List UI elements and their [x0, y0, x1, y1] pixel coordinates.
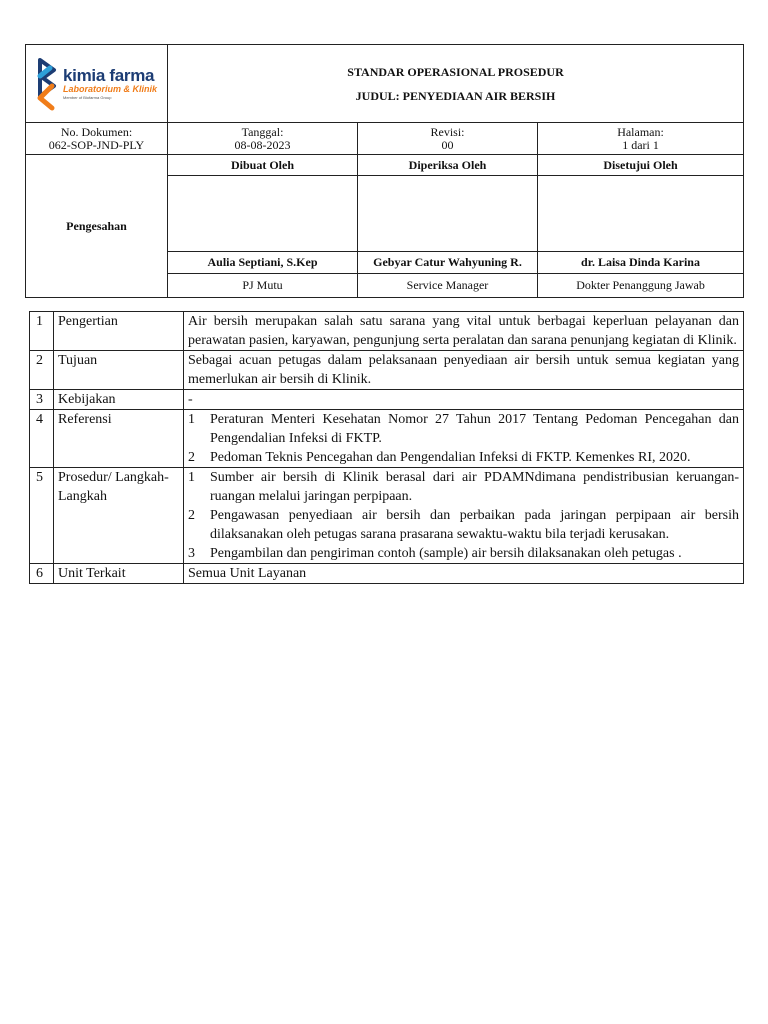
- list-item-number: 2: [188, 508, 195, 523]
- diperiksa-oleh-name: Gebyar Catur Wahyuning R.: [358, 252, 538, 274]
- section-row-pengertian: [30, 312, 744, 351]
- list-item-text: Pengambilan dan pengiriman contoh (sample) air bersih dilaksanakan oleh petugas .: [210, 546, 682, 561]
- dibuat-oleh-role: PJ Mutu: [168, 274, 358, 298]
- section-label: Tujuan: [54, 351, 184, 390]
- halaman-label: Halaman:: [617, 124, 664, 139]
- diperiksa-signature-area: [358, 176, 538, 252]
- section-number: 2: [30, 351, 54, 390]
- diperiksa-oleh-heading: Diperiksa Oleh: [358, 155, 538, 176]
- list-item-number: 1: [188, 470, 195, 485]
- section-number: 4: [30, 410, 54, 468]
- list-item: [188, 410, 739, 448]
- list-item-number: 2: [188, 450, 195, 465]
- section-label: Prosedur/ Langkah-Langkah: [54, 468, 184, 564]
- section-list-cell: [184, 410, 744, 468]
- dibuat-oleh-name: Aulia Septiani, S.Kep: [168, 252, 358, 274]
- section-text: -: [184, 390, 744, 410]
- tanggal-cell: [168, 123, 358, 155]
- kimia-farma-logo: [30, 49, 163, 118]
- section-row-unit-terkait: [30, 564, 744, 584]
- section-text: Sebagai acuan petugas dalam pelaksanaan penyediaan air bersih untuk semua kegiatan yang memerlukan air bersih di Klinik.: [184, 351, 744, 390]
- list-item-text: Sumber air bersih di Klinik berasal dari air PDAMNdimana pendistribusian keruangan-ruangan melalui jaringan perpipaan.: [210, 470, 739, 504]
- section-text: Air bersih merupakan salah satu sarana yang vital untuk berbagai keperluan pelayanan dan perawatan pasien, karyawan, pengunjung serta peralatan dan sarana penunjang kegiatan di Klinik.: [184, 312, 744, 351]
- logo-cell: [26, 45, 168, 123]
- section-label: Kebijakan: [54, 390, 184, 410]
- disetujui-oleh-heading: Disetujui Oleh: [538, 155, 744, 176]
- section-label: Referensi: [54, 410, 184, 468]
- list-item-text: Peraturan Menteri Kesehatan Nomor 27 Tahun 2017 Tentang Pedoman Pencegahan dan Pengendalian Infeksi di FKTP.: [210, 412, 739, 446]
- disetujui-oleh-role: Dokter Penanggung Jawab: [538, 274, 744, 298]
- section-number: 1: [30, 312, 54, 351]
- section-label: Unit Terkait: [54, 564, 184, 584]
- halaman-cell: [538, 123, 744, 155]
- list-item: [188, 448, 739, 467]
- section-row-referensi: [30, 410, 744, 468]
- pengesahan-label: Pengesahan: [26, 155, 168, 298]
- disetujui-signature-area: [538, 176, 744, 252]
- list-item-text: Pengawasan penyediaan air bersih dan perbaikan pada jaringan perpipaan air bersih dilaksanakan oleh petugas sarana prasarana sewaktu-waktu bila terjadi kerusakan.: [210, 508, 739, 542]
- no-dokumen-label: No. Dokumen:: [60, 124, 133, 139]
- revisi-cell: [358, 123, 538, 155]
- kimia-farma-logo-icon: [34, 56, 60, 112]
- no-dokumen-cell: [26, 123, 168, 155]
- tanggal-label: Tanggal:: [241, 124, 284, 139]
- document-title-line1: STANDAR OPERASIONAL PROSEDUR: [347, 64, 564, 79]
- tanggal-value: 08-08-2023: [234, 137, 291, 152]
- section-number: 5: [30, 468, 54, 564]
- document-title-line2: JUDUL: PENYEDIAAN AIR BERSIH: [355, 88, 556, 103]
- section-label: Pengertian: [54, 312, 184, 351]
- revisi-label: Revisi:: [430, 124, 465, 139]
- disetujui-oleh-name: dr. Laisa Dinda Karina: [538, 252, 744, 274]
- halaman-value: 1 dari 1: [622, 137, 659, 152]
- list-item-number: 3: [188, 546, 195, 561]
- document-title-cell: [168, 45, 744, 123]
- no-dokumen-value: 062-SOP-JND-PLY: [48, 137, 145, 152]
- dibuat-signature-area: [168, 176, 358, 252]
- list-item: [188, 544, 739, 563]
- prosedur-list: [188, 468, 739, 563]
- sop-content-table: [29, 311, 744, 584]
- dibuat-oleh-heading: Dibuat Oleh: [168, 155, 358, 176]
- section-number: 6: [30, 564, 54, 584]
- list-item-text: Pedoman Teknis Pencegahan dan Pengendalian Infeksi di FKTP. Kemenkes RI, 2020.: [210, 450, 691, 465]
- section-row-kebijakan: [30, 390, 744, 410]
- logo-member-text: Member of Biofarma Group: [63, 95, 112, 100]
- revisi-value: 00: [441, 137, 454, 152]
- section-text: Semua Unit Layanan: [184, 564, 744, 584]
- section-list-cell: [184, 468, 744, 564]
- referensi-list: [188, 410, 739, 467]
- logo-name: kimia farma: [63, 66, 155, 85]
- sop-header-table: [25, 44, 744, 298]
- logo-subtitle: Laboratorium & Klinik: [63, 84, 158, 94]
- section-row-tujuan: [30, 351, 744, 390]
- list-item: [188, 468, 739, 506]
- section-number: 3: [30, 390, 54, 410]
- list-item: [188, 506, 739, 544]
- diperiksa-oleh-role: Service Manager: [358, 274, 538, 298]
- list-item-number: 1: [188, 412, 195, 427]
- section-row-prosedur: [30, 468, 744, 564]
